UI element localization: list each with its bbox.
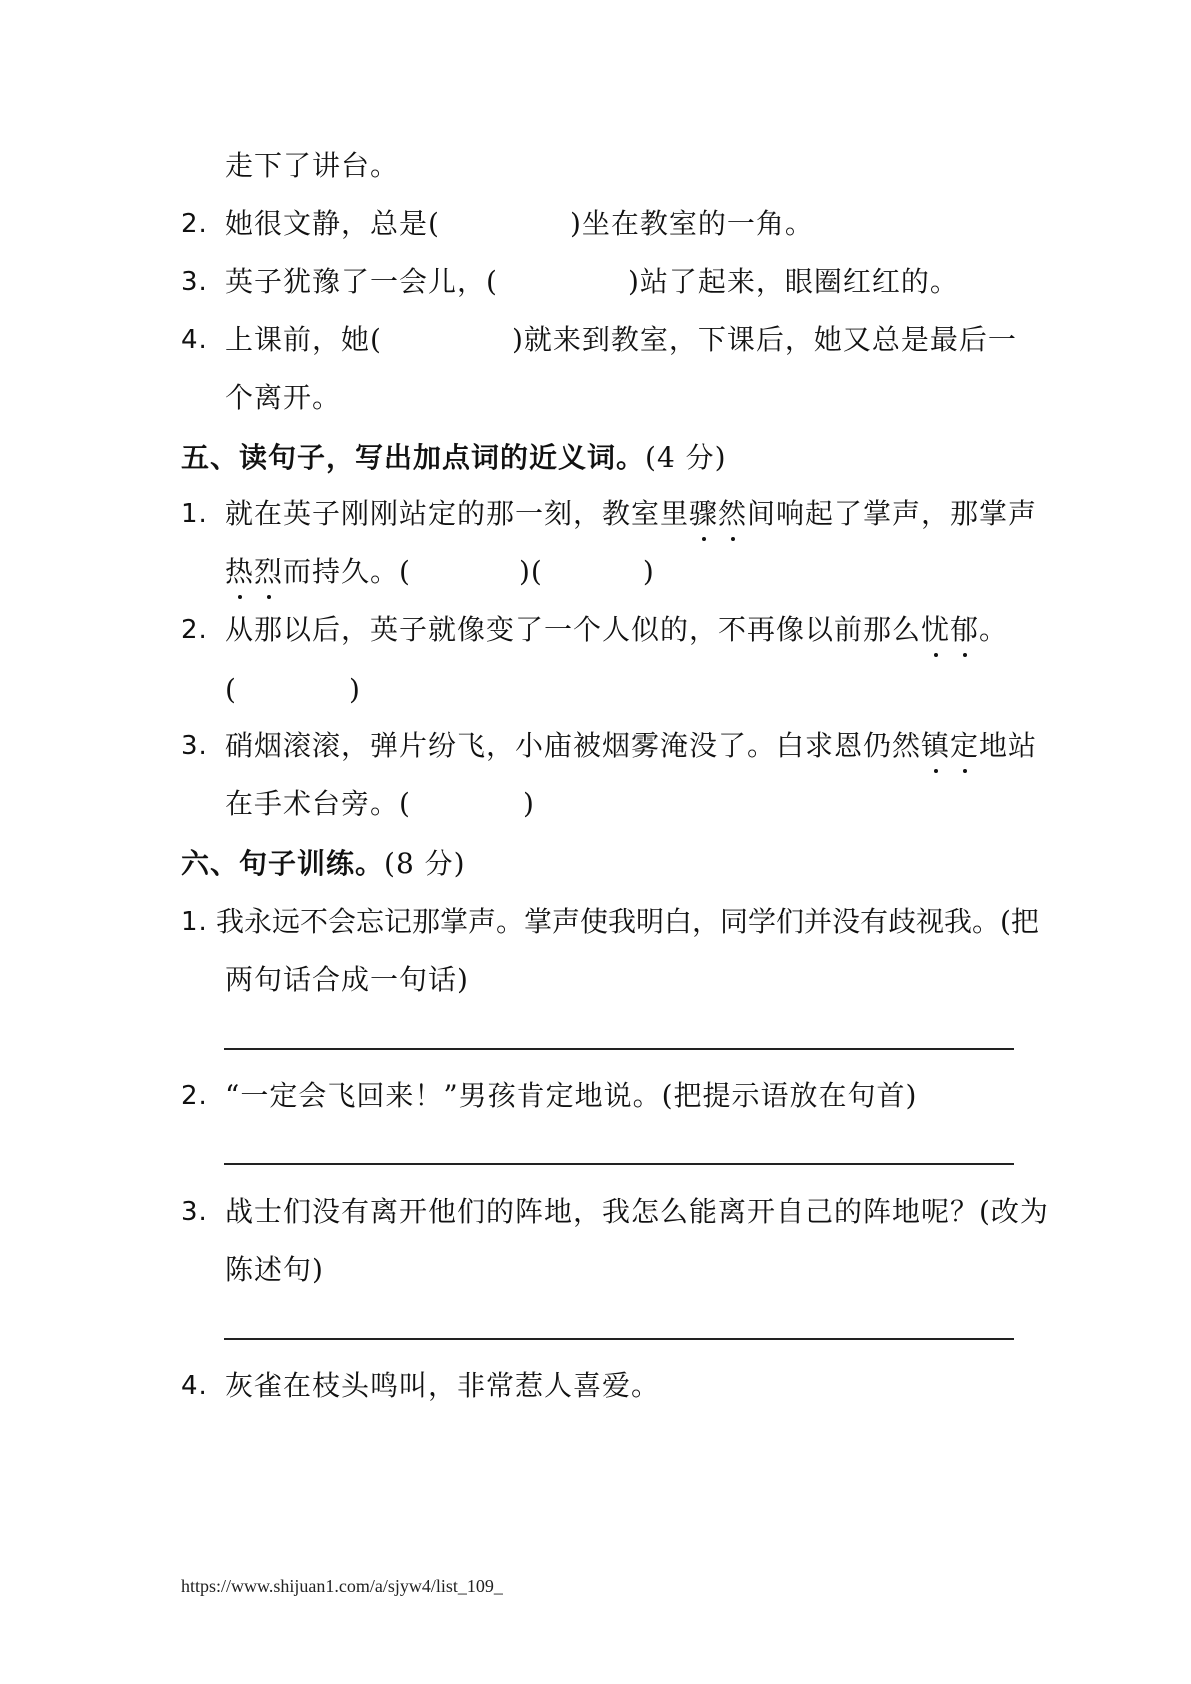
- footer-url: https://www.shijuan1.com/a/sjyw4/list_109_: [181, 1576, 503, 1596]
- emphasis-dot-char: 然: [718, 497, 748, 530]
- emphasis-dot-char: 定: [950, 729, 980, 762]
- emphasis-dot-char: 烈: [254, 555, 284, 588]
- dotted-word: [921, 729, 979, 762]
- dotted-word: [921, 613, 979, 646]
- emphasis-dot-char: 忧: [921, 613, 951, 646]
- emphasis-dot-char: 镇: [921, 729, 951, 762]
- worksheet-page: 走下了讲台。 2. 她很文静，总是( )坐在教室的一角。 3. 英子犹豫了一会儿，( )站了起来，眼圈红红的。 4. 上课前，她( )就来到教室，下课后，她又总是最后一 个离开。 五、读句子，写出加点词的近义词。(4 分) 1. 就在英子刚刚站定的那一刻，教室里骤然间响起了掌声，那掌声 热烈而持久。( )( ) 2. 从那以后，英子就像变了一个人似的，不再像以前那么忧郁。 ( ) 3. 硝烟滚滚，弹片纷飞，小庙被烟雾淹没了。白求恩仍然镇定地站 在手术台旁。( ) 六、句子训练。(8 分) 1. 我永远不会忘记那掌声。掌声使我明白，同学们并没有歧视我。(把 两句话合成一句话) 2. “一定会飞回来！”男孩肯定地说。(把提示语放在句首) 3. 战士们没有离开他们的阵地，我怎么能离开自己的阵地呢？(改为 陈述句) 4. 灰雀在枝头鸣叫，非常惹人喜爱。 https://www.shijuan1.com/a/sjyw4/list_109_: [181, 149, 1049, 1596]
- emphasis-dot-char: 郁: [950, 613, 980, 646]
- dotted-word: [225, 555, 283, 588]
- answer-line[interactable]: [224, 1338, 1014, 1340]
- answer-line[interactable]: [224, 1048, 1014, 1050]
- emphasis-dot-char: 热: [225, 555, 255, 588]
- answer-line[interactable]: [224, 1163, 1014, 1165]
- emphasis-dot-char: 骤: [689, 497, 719, 530]
- dotted-word: [689, 497, 747, 530]
